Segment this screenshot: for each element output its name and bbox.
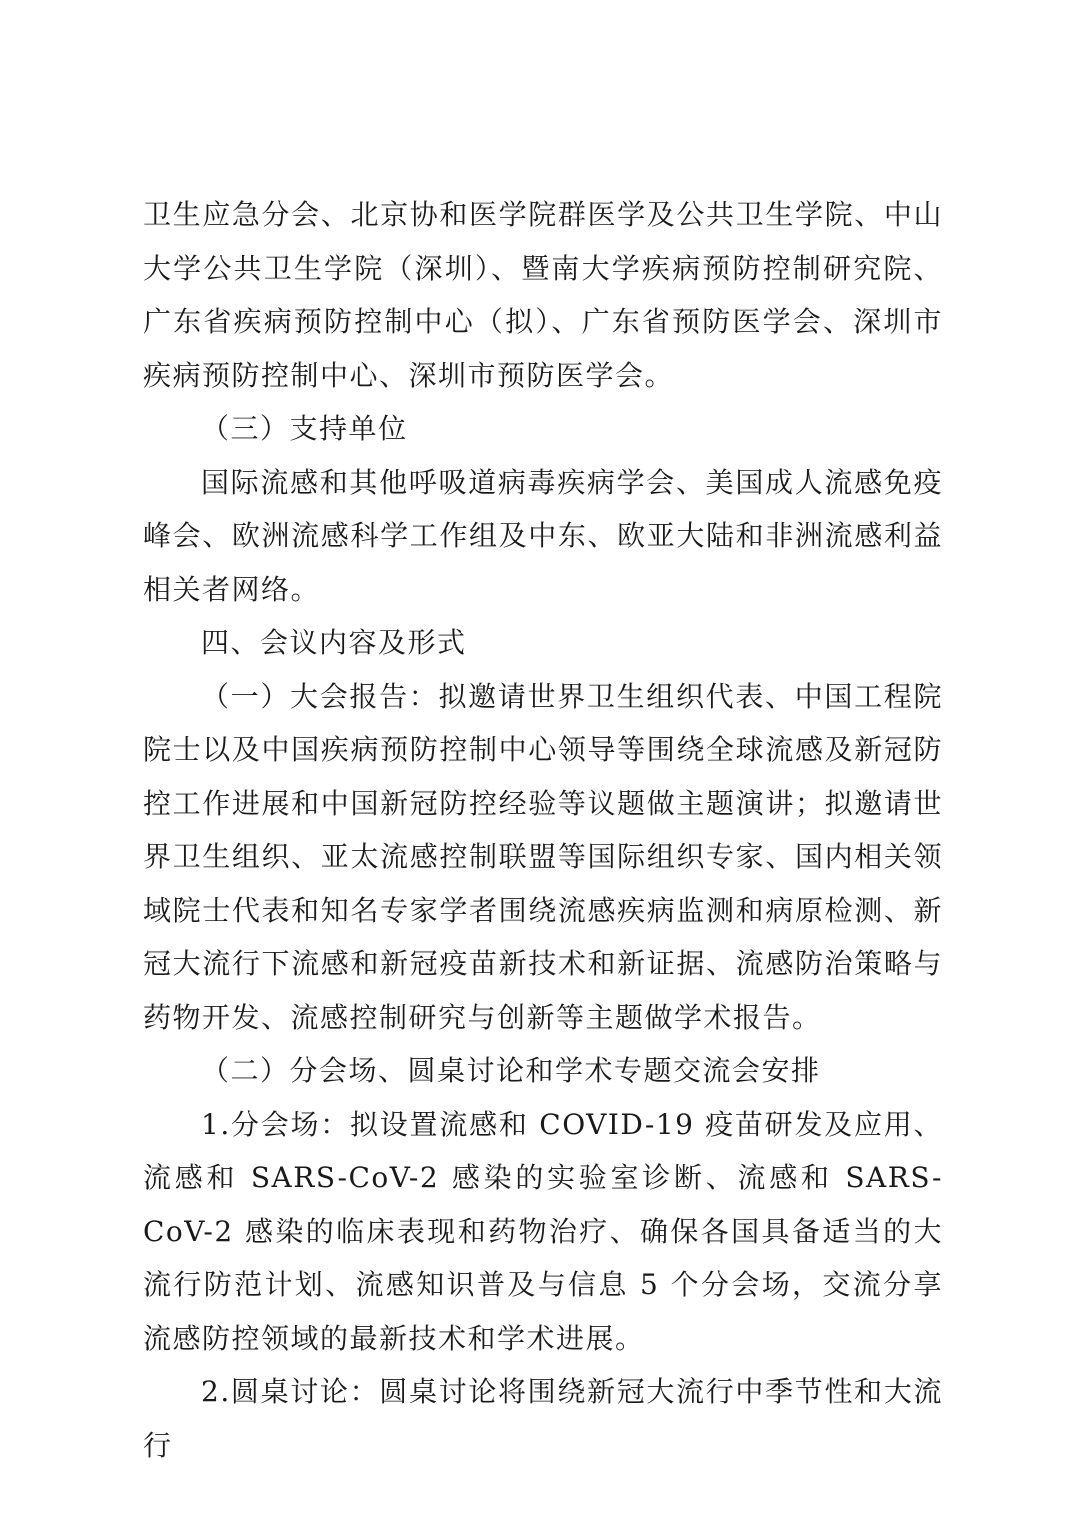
section-heading-parallel-sessions: （二）分会场、圆桌讨论和学术专题交流会安排 [201,1054,821,1087]
document-body [143,188,943,1472]
paragraph-organizers-continued: 卫生应急分会、北京协和医学院群医学及公共卫生学院、中山大学公共卫生学院（深圳）、暨南大学疾病预防控制研究院、广东省疾病预防控制中心（拟）、广东省预防医学会、深圳市疾病预防控制中心、深圳市预防医学会。 [143,198,943,392]
section-heading-support-units: （三）支持单位 [201,412,408,445]
paragraph-roundtable: 2.圆桌讨论：圆桌讨论将围绕新冠大流行中季节性和大流行 [143,1375,943,1462]
section-heading-meeting-content: 四、会议内容及形式 [201,626,467,659]
paragraph-parallel-sessions: 1.分会场：拟设置流感和 COVID-19 疫苗研发及应用、流感和 SARS-CoV-2 感染的实验室诊断、流感和 SARS-CoV-2 感染的临床表现和药物治疗、确保各国具备适当的大流行防范计划、流感知识普及与信息 5 个分会场，交流分享流感防控领域的最新技术和学术进展。 [143,1107,943,1355]
paragraph-plenary-reports: （一）大会报告：拟邀请世界卫生组织代表、中国工程院院士以及中国疾病预防控制中心领导等围绕全球流感及新冠防控工作进展和中国新冠防控经验等议题做主题演讲；拟邀请世界卫生组织、亚太流感控制联盟等国际组织专家、国内相关领域院士代表和知名专家学者围绕流感疾病监测和病原检测、新冠大流行下流感和新冠疫苗新技术和新证据、流感防治策略与药物开发、流感控制研究与创新等主题做学术报告。 [143,679,943,1034]
paragraph-support-units: 国际流感和其他呼吸道病毒疾病学会、美国成人流感免疫峰会、欧洲流感科学工作组及中东、欧亚大陆和非洲流感利益相关者网络。 [143,465,943,606]
